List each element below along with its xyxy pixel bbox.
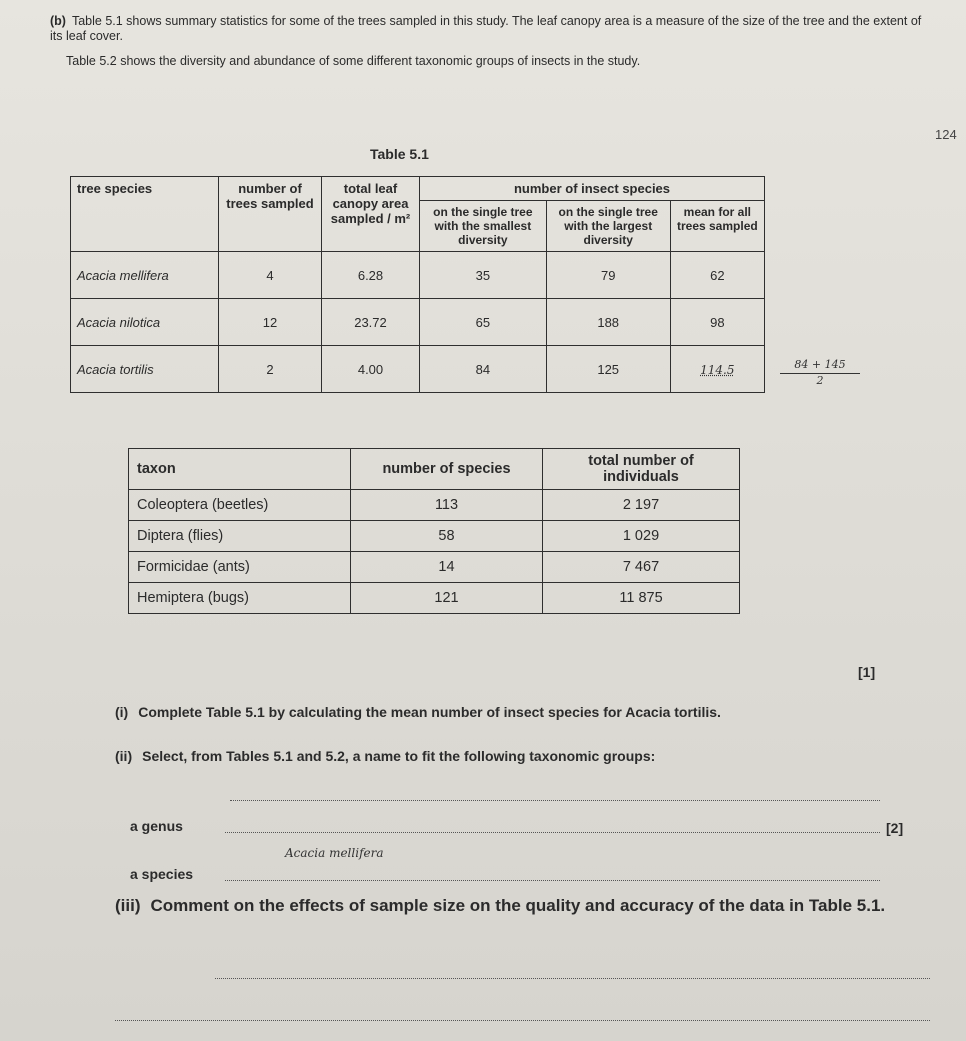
cell-individuals: 1 029 bbox=[543, 521, 740, 552]
cell-area: 6.28 bbox=[322, 252, 420, 299]
cell-largest: 79 bbox=[546, 252, 670, 299]
question-i bbox=[115, 704, 721, 720]
cell-number: 4 bbox=[219, 252, 322, 299]
answer-line[interactable] bbox=[115, 1020, 930, 1021]
genus-label: a genus bbox=[130, 818, 183, 834]
col-taxon: taxon bbox=[129, 449, 351, 490]
cell-area: 4.00 bbox=[322, 346, 420, 393]
table-5-2 bbox=[128, 448, 740, 614]
question-i-number: (i) bbox=[115, 704, 129, 720]
cell-species: Acacia nilotica bbox=[71, 299, 219, 346]
cell-individuals: 11 875 bbox=[543, 583, 740, 614]
table-5-1 bbox=[70, 176, 765, 393]
cell-mean: 62 bbox=[670, 252, 764, 299]
col-smallest-diversity: on the single tree with the smallest diversity bbox=[420, 201, 547, 252]
handwritten-mean-answer: 114.5 bbox=[700, 362, 735, 377]
table-row bbox=[71, 252, 765, 299]
cell-taxon: Coleoptera (beetles) bbox=[129, 490, 351, 521]
cell-mean: 98 bbox=[670, 299, 764, 346]
answer-line[interactable] bbox=[230, 800, 880, 801]
cell-species-count: 121 bbox=[351, 583, 543, 614]
cell-area: 23.72 bbox=[322, 299, 420, 346]
cell-species: Acacia mellifera bbox=[71, 252, 219, 299]
question-ii bbox=[115, 748, 655, 764]
working-numerator: 84 + 145 bbox=[780, 358, 860, 374]
table-row bbox=[129, 583, 740, 614]
cell-number: 2 bbox=[219, 346, 322, 393]
question-i-mark: [1] bbox=[858, 664, 876, 680]
intro-paragraph-1: Table 5.1 shows summary statistics for some of the trees sampled in this study. The leaf canopy area is a measure of the size of the tree and the extent of its leaf cover. bbox=[50, 14, 922, 43]
cell-species-count: 14 bbox=[351, 552, 543, 583]
page-number: 124 bbox=[935, 127, 957, 142]
cell-largest: 188 bbox=[546, 299, 670, 346]
cell-individuals: 2 197 bbox=[543, 490, 740, 521]
col-canopy-area: total leaf canopy area sampled / m² bbox=[322, 177, 420, 252]
intro-text bbox=[50, 14, 930, 79]
table-row bbox=[129, 552, 740, 583]
col-mean-all-trees: mean for all trees sampled bbox=[670, 201, 764, 252]
intro-paragraph-2: Table 5.2 shows the diversity and abundance of some different taxonomic groups of insects in the study. bbox=[66, 54, 641, 68]
cell-species: Acacia tortilis bbox=[71, 346, 219, 393]
question-ii-text: Select, from Tables 5.1 and 5.2, a name to fit the following taxonomic groups: bbox=[142, 748, 656, 764]
question-iii bbox=[115, 890, 915, 922]
col-number-of-trees: number of trees sampled bbox=[219, 177, 322, 252]
cell-taxon: Diptera (flies) bbox=[129, 521, 351, 552]
table-5-1-caption: Table 5.1 bbox=[370, 146, 429, 162]
table-row bbox=[129, 490, 740, 521]
species-label: a species bbox=[130, 866, 194, 882]
col-number-of-species: number of species bbox=[351, 449, 543, 490]
cell-smallest: 65 bbox=[420, 299, 547, 346]
cell-smallest: 35 bbox=[420, 252, 547, 299]
handwritten-species-answer: Acacia mellifera bbox=[285, 846, 384, 860]
working-denominator: 2 bbox=[816, 374, 824, 387]
table-row bbox=[71, 299, 765, 346]
question-iii-number: (iii) bbox=[115, 896, 141, 915]
question-iii-text: Comment on the effects of sample size on the quality and accuracy of the data in Table 5.1. bbox=[150, 896, 886, 915]
answer-line[interactable] bbox=[215, 978, 930, 979]
table-row bbox=[71, 346, 765, 393]
cell-taxon: Formicidae (ants) bbox=[129, 552, 351, 583]
species-answer-line[interactable] bbox=[225, 880, 880, 881]
cell-species-count: 113 bbox=[351, 490, 543, 521]
cell-number: 12 bbox=[219, 299, 322, 346]
cell-mean-answer[interactable] bbox=[670, 346, 764, 393]
question-ii-mark: [2] bbox=[886, 820, 904, 836]
handwritten-working bbox=[780, 358, 860, 387]
col-tree-species: tree species bbox=[71, 177, 219, 252]
question-ii-number: (ii) bbox=[115, 748, 133, 764]
col-total-individuals: total number of individuals bbox=[543, 449, 740, 490]
cell-individuals: 7 467 bbox=[543, 552, 740, 583]
question-i-text: Complete Table 5.1 by calculating the mean number of insect species for Acacia tortilis. bbox=[138, 704, 721, 720]
cell-smallest: 84 bbox=[420, 346, 547, 393]
col-insect-species-group: number of insect species bbox=[420, 177, 765, 201]
part-label: (b) bbox=[50, 14, 66, 28]
genus-answer-line[interactable] bbox=[225, 832, 880, 833]
cell-species-count: 58 bbox=[351, 521, 543, 552]
col-largest-diversity: on the single tree with the largest diversity bbox=[546, 201, 670, 252]
cell-taxon: Hemiptera (bugs) bbox=[129, 583, 351, 614]
cell-largest: 125 bbox=[546, 346, 670, 393]
table-row bbox=[129, 521, 740, 552]
